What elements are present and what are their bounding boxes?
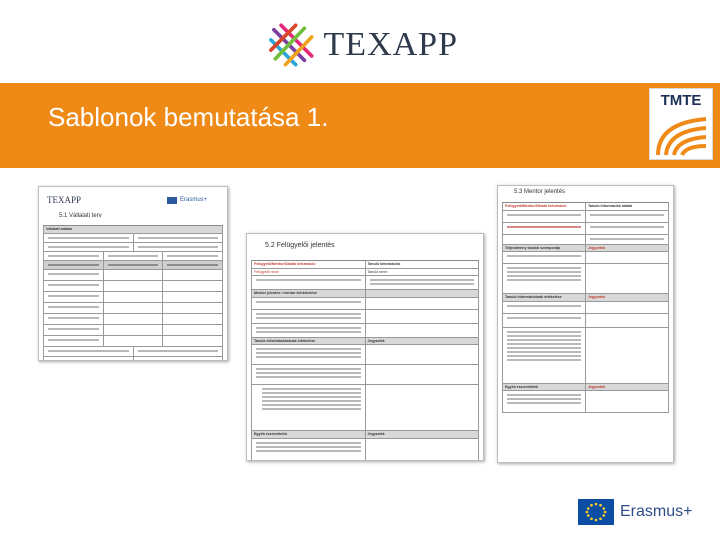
erasmus-wordmark: Erasmus+ [620,503,693,520]
texapp-logo [268,14,458,76]
doc1-logo-text: TEXAPP [47,195,82,205]
doc1-table [43,225,223,361]
doc1-erasmus-logo [167,195,223,205]
template-preview-supervisor-report [246,233,484,461]
logo-wordmark: TEXAPP [323,26,458,63]
tmte-arcs-icon [654,113,710,157]
title-banner [0,83,720,168]
eu-flag-icon [167,197,177,204]
eu-flag-icon [578,499,614,525]
template-preview-company-plan [38,186,228,361]
doc3-table: Felügyelő/Mentor/Oktató információ Tanuló információk adatai Teljesítmény tanulói szempontja Jegyzetek Tanuló információinak értékelése Jegyzetek Egyéb észrevételek Jegyzetek [502,202,669,413]
slide-title: Sablonok bemutatása 1. [48,102,329,132]
doc2-section-title: 5.2 Felügyelői jelentés [265,242,335,249]
tmte-logo [649,88,713,160]
doc3-section-title: 5.3 Mentor jelentés [514,189,566,195]
doc1-erasmus-text: Erasmus+ [180,197,208,203]
doc1-header-row: Vállalati adatok [43,226,223,234]
tmte-logo-text: TMTE [660,92,702,109]
template-preview-mentor-report [497,185,674,463]
erasmus-plus-logo [578,495,708,529]
texapp-weave-icon [268,14,318,76]
doc2-table: Felügyelő/Mentor/Oktató információ Tanuló információk Felügyelő neve: Tanuló neve: Mentor jelentés / mentor kiértékelése Tanuló előrehaladásának értékelése Jegyzetek Egyéb észrevételek Jegyzetek [251,260,479,461]
doc1-section-title: 5.1 Vállalati terv [59,213,102,219]
